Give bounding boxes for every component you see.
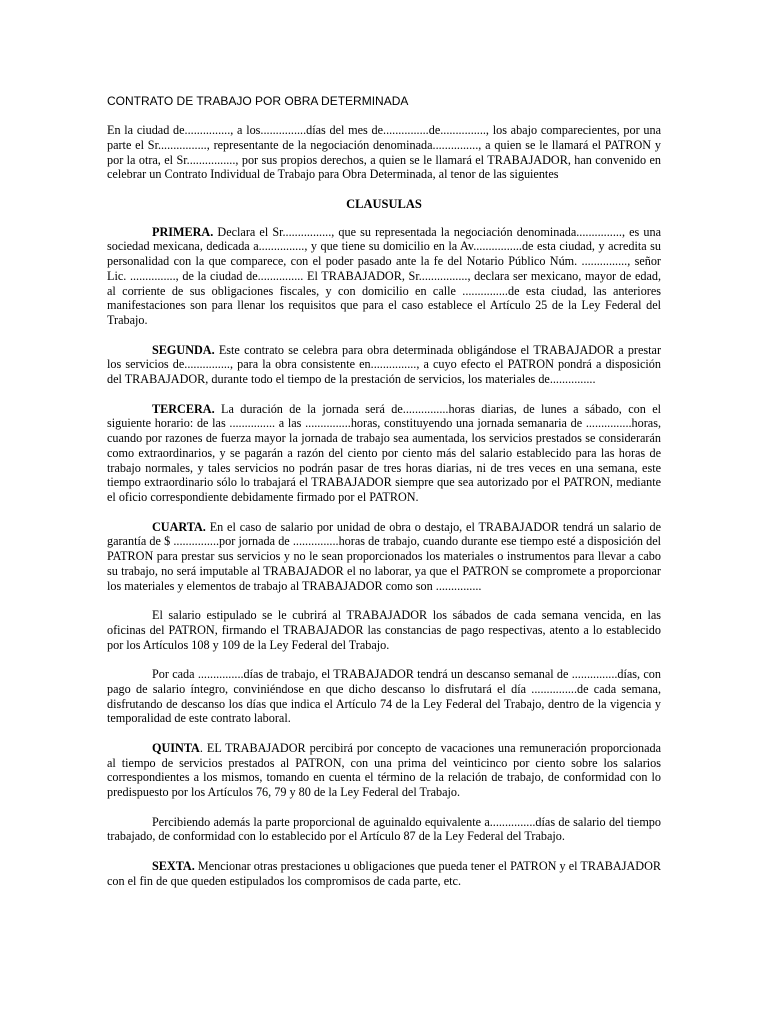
clause-lead: PRIMERA. — [152, 224, 214, 239]
clause-lead: SEXTA. — [152, 858, 195, 873]
clause-tercera — [107, 402, 661, 505]
clause-text: En el caso de salario por unidad de obra o destajo, el TRABAJADOR tendrá un salario de garantía de $ ...............por jornada de ...............horas de trabajo, cuando durante ese tiempo esté a disposición del PATRON para prestar sus servicios y no le sean proporcionados los materiales o instrumentos para llevar a cabo su trabajo, no será imputable al TRABAJADOR el no laborar, ya que el PATRON se compromete a proporcionar los materiales y elementos de trabajo al TRABAJADOR como son ............... — [107, 519, 661, 593]
clause-quinta — [107, 741, 661, 800]
clause-text: . EL TRABAJADOR percibirá por concepto de vacaciones una remuneración proporcionada al tiempo de servicios prestados al PATRON, con una prima del veinticinco por ciento sobre los salarios correspondientes a los mismos, tomando en cuenta el término de la relación de trabajo, de conformidad con lo predispuesto por los Artículos 76, 79 y 80 de la Ley Federal del Trabajo. — [107, 740, 661, 799]
document-title: CONTRATO DE TRABAJO POR OBRA DETERMINADA — [107, 94, 409, 108]
salary-payment-paragraph — [107, 608, 661, 652]
clause-primera — [107, 225, 661, 328]
weekly-rest-paragraph — [107, 667, 661, 726]
document-body — [107, 93, 661, 903]
clause-text: Este contrato se celebra para obra determinada obligándose el TRABAJADOR a prestar los servicios de..............., para la obra consistente en..............., a cuyo efecto el PATRON pondrá a disposición del TRABAJADOR, durante todo el tiempo de la prestación de servicios, los materiales de............... — [107, 342, 661, 386]
intro-paragraph: En la ciudad de..............., a los...............días del mes de...............de..............., los abajo comparecientes, por una parte el Sr................, representante de la negociación denominada..............., a quien se le llamará el PATRON y por la otra, el Sr................, por sus propios derechos, a quien se le llamará el TRABAJADOR, han convenido en celebrar un Contrato Individual de Trabajo para Obra Determinada, al tenor de las siguientes — [107, 123, 661, 182]
clause-text: Mencionar otras prestaciones u obligaciones que pueda tener el PATRON y el TRABAJADOR con el fin de que queden estipulados los compromisos de cada parte, etc. — [107, 858, 661, 888]
clause-segunda — [107, 343, 661, 387]
clause-text: La duración de la jornada será de...............horas diarias, de lunes a sábado, con el siguiente horario: de las ............... a las ...............horas, constituyendo una jornada semanaria de ...............horas, cuando por razones de fuerza mayor la jornada de trabajo sea aumentada, los servicios prestados se considerarán como extraordinarios, y se pagarán a razón del ciento por ciento más del salario establecido para las horas de trabajo normales, y tales servicios no podrán pasar de tres horas diarias, ni de tres veces en una semana, este tiempo extraordinario sólo lo trabajará el TRABAJADOR siempre que sea autorizado por el PATRON, mediante el oficio correspondiente debidamente firmado por el PATRON. — [107, 401, 661, 504]
clause-sexta — [107, 859, 661, 889]
clause-lead: SEGUNDA. — [152, 342, 215, 357]
clauses-heading: CLAUSULAS — [346, 196, 422, 211]
clause-text: El salario estipulado se le cubrirá al TRABAJADOR los sábados de cada semana vencida, en las oficinas del PATRON, firmando el TRABAJADOR las constancias de pago respectivas, atento a lo establecido por los Artículos 108 y 109 de la Ley Federal del Trabajo. — [107, 608, 661, 652]
clause-lead: CUARTA. — [152, 519, 206, 534]
clause-lead: QUINTA — [152, 740, 200, 755]
clause-text: Por cada ...............días de trabajo, el TRABAJADOR tendrá un descanso semanal de ...............días, con pago de salario íntegro, conviniéndose en que dicho descanso lo disfrutará el día ...............de cada semana, disfrutando de descanso los días que indica el Artículo 74 de la Ley Federal del Trabajo, dentro de la vigencia y temporalidad de este contrato laboral. — [107, 667, 661, 726]
aguinaldo-paragraph — [107, 815, 661, 845]
clause-cuarta — [107, 520, 661, 594]
clause-lead: TERCERA. — [152, 401, 215, 416]
clause-text: Declara el Sr................, que su representada la negociación denominada..............., es una sociedad mexicana, dedicada a..............., y que tiene su domicilio en la Av................de esta ciudad, y acredita su personalidad con la que comparece, con el poder pasado ante la fe del Notario Público Núm. ..............., señor Lic. ..............., de la ciudad de............... El TRABAJADOR, Sr................, declara ser mexicano, mayor de edad, al corriente de sus obligaciones fiscales, y con domicilio en calle ...............de esta ciudad, las anteriores manifestaciones son para llenar los requisitos que para el caso establece el Artículo 25 de la Ley Federal del Trabajo. — [107, 224, 661, 327]
clause-text: Percibiendo además la parte proporcional de aguinaldo equivalente a...............días de salario del tiempo trabajado, de conformidad con lo establecido por el Artículo 87 de la Ley Federal del Trabajo. — [107, 814, 661, 844]
